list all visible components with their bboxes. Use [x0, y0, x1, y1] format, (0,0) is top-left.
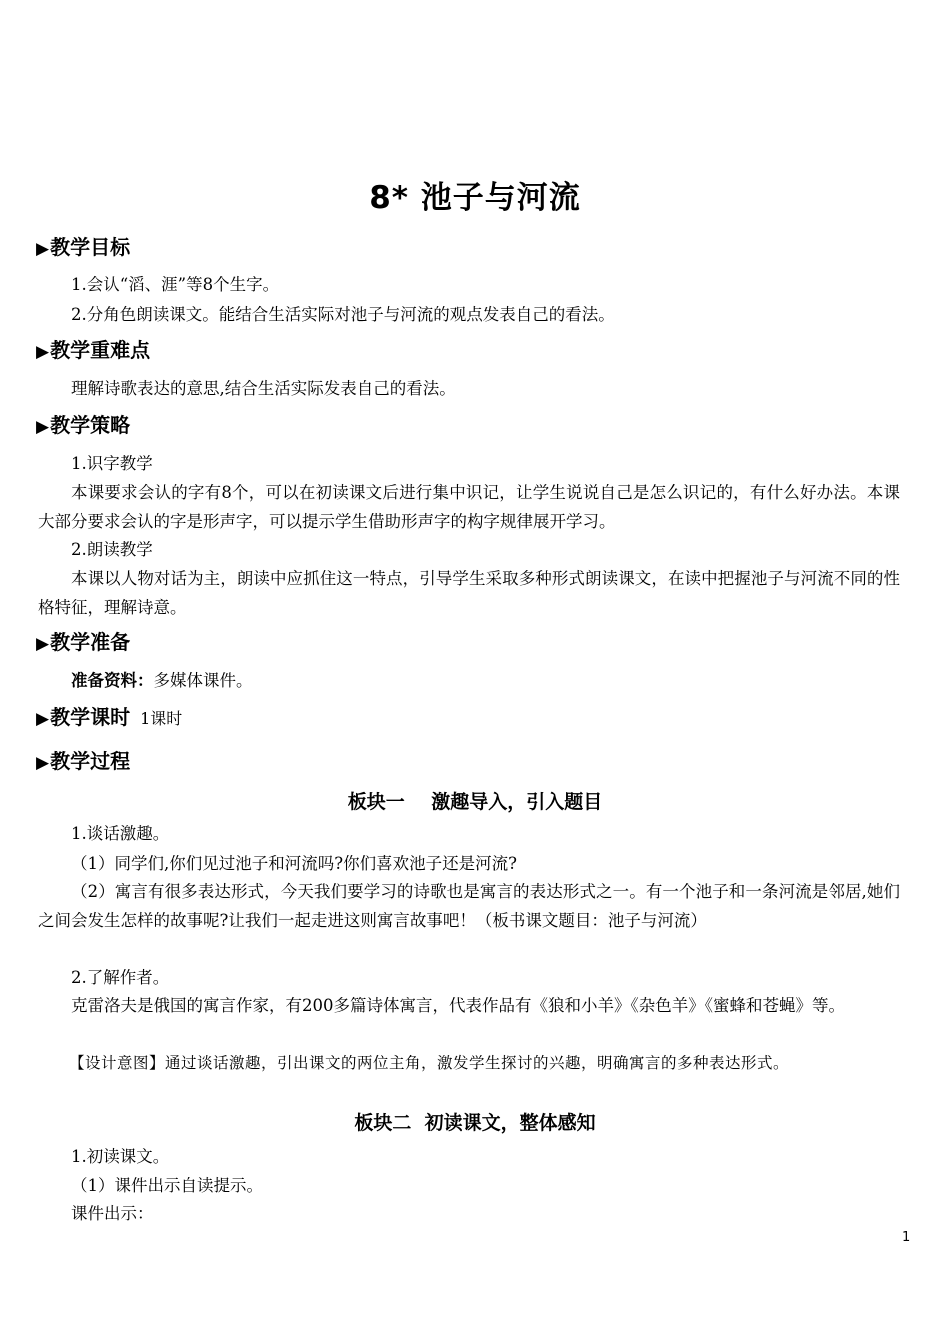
strategy-paragraph: 本课以人物对话为主，朗读中应抓住这一特点，引导学生采取多种形式朗读课文，在读中把握池子与河流不同的性格特征，理解诗意。	[38, 569, 900, 617]
block2-line: 课件出示：	[71, 1204, 154, 1223]
goal-item: 1.会认“滔、涯”等8个生字。	[71, 275, 280, 294]
block1-line: 1.谈话激趣。	[71, 824, 170, 843]
heading-goals: ▶教学目标	[36, 235, 131, 259]
triangle-marker-icon: ▶	[36, 709, 50, 729]
triangle-marker-icon: ▶	[36, 417, 50, 437]
preparation-label: 准备资料：	[71, 671, 154, 690]
heading-hours: ▶教学课时 1课时	[36, 705, 183, 729]
strategy-subheading: 1.识字教学	[71, 454, 153, 473]
block2-line: （1）课件出示自读提示。	[71, 1176, 263, 1195]
block2-line: 1.初读课文。	[71, 1147, 170, 1166]
strategy-subheading: 2.朗读教学	[71, 540, 153, 559]
block1-line: （2）寓言有很多表达形式，今天我们要学习的诗歌也是寓言的表达形式之一。有一个池子和一条河流是邻居,她们之间会发生怎样的故事呢?让我们一起走进这则寓言故事吧！（板书课文题目：池子与河流）	[38, 882, 900, 930]
hours-value: 1课时	[140, 709, 183, 728]
triangle-marker-icon: ▶	[36, 239, 50, 259]
triangle-marker-icon: ▶	[36, 342, 50, 362]
block2-title: 板块二 初读课文，整体感知	[354, 1112, 596, 1134]
triangle-marker-icon: ▶	[36, 634, 50, 654]
page-title: 8* 池子与河流	[369, 180, 581, 216]
design-intent: 【设计意图】通过谈话激趣，引出课文的两位主角，激发学生探讨的兴趣，明确寓言的多种表达形式。	[69, 1054, 790, 1072]
heading-preparation: ▶教学准备	[36, 630, 131, 654]
block1-title: 板块一 激趣导入，引入题目	[347, 791, 603, 813]
heading-strategy: ▶教学策略	[36, 413, 131, 437]
heading-difficulties: ▶教学重难点	[36, 338, 151, 362]
block1-line: 2.了解作者。	[71, 968, 170, 987]
triangle-marker-icon: ▶	[36, 753, 50, 773]
strategy-paragraph: 本课要求会认的字有8个，可以在初读课文后进行集中识记，让学生说说自己是怎么识记的，有什么好办法。本课大部分要求会认的字是形声字，可以提示学生借助形声字的构字规律展开学习。	[38, 483, 900, 531]
difficulties-text: 理解诗歌表达的意思,结合生活实际发表自己的看法。	[71, 379, 456, 398]
preparation-line	[38, 666, 900, 695]
goal-item: 2.分角色朗读课文。能结合生活实际对池子与河流的观点发表自己的看法。	[71, 305, 615, 324]
heading-process: ▶教学过程	[36, 749, 131, 773]
block1-line: 克雷洛夫是俄国的寓言作家，有200多篇诗体寓言，代表作品有《狼和小羊》《杂色羊》《蜜蜂和苍蝇》等。	[71, 996, 845, 1015]
block1-line: （1）同学们,你们见过池子和河流吗?你们喜欢池子还是河流?	[71, 854, 517, 873]
preparation-value: 多媒体课件。	[153, 671, 253, 690]
page-number: 1	[902, 1230, 911, 1245]
